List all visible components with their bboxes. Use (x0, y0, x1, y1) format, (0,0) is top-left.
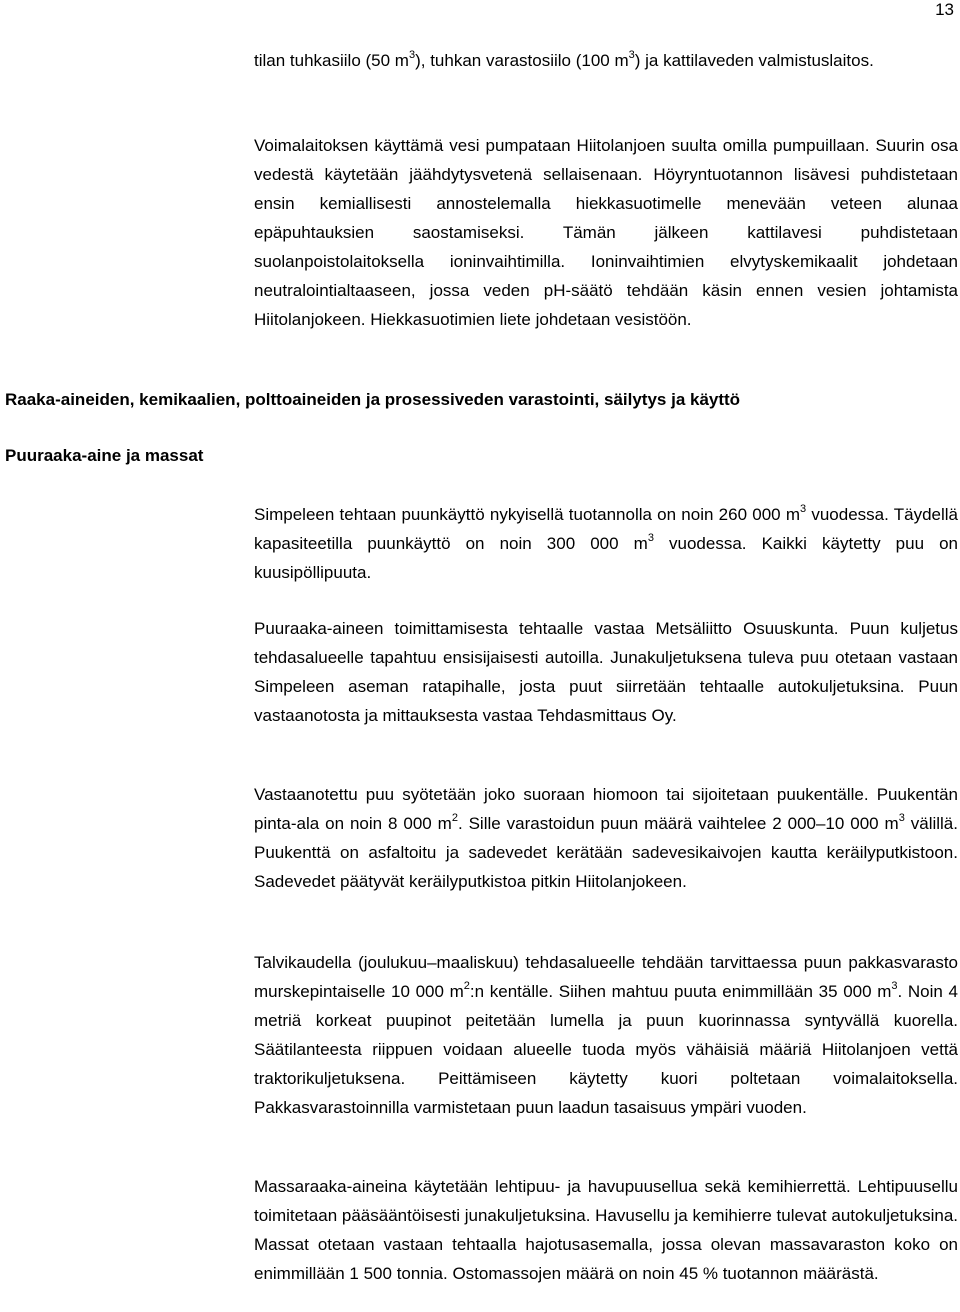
section-heading: Raaka-aineiden, kemikaalien, polttoaineiden ja prosessiveden varastointi, säilytys ja käyttö (5, 390, 741, 409)
paragraph-intro: tilan tuhkasiilo (50 $m^3$), tuhkan varastosiilo (100 $m^3$) ja kattilaveden valmistuslaitos. (254, 49, 874, 70)
page-number: 13 (935, 0, 954, 19)
subsection-heading: Puuraaka-aine ja massat (5, 446, 204, 465)
paragraph-pulp-raw-materials: Massaraaka-aineina käytetään lehtipuu- ja havupuusellua sekä kemihierrettä. Lehtipuusellu toimitetaan pääsääntöisesti junakuljetuksina. Havusellu ja kemihierre tulevat autokuljetuksina. Massat otetaan vastaan tehtaalla hajotusasemalla, jossa olevan massavaraston koko on enimmillään 1 500 tonnia. Ostomassojen määrä on noin 45 % tuotannon määrästä. (254, 1177, 959, 1283)
paragraph-wood-yard: Vastaanotettu puu syötetään joko suoraan hiomoon tai sijoitetaan puukentälle. Puukentän pinta-ala on noin 8 000 $m^2$. Sille varastoidun puun määrä vaihtelee 2 000–10 000 $m^3$ välillä. Puukenttä on asfaltoitu ja sadevedet kerätään sadevesikaivojen kautta keräilyputkistoon. Sadevedet päätyvät keräilyputkistoa pitkin Hiitolanjokeen. (254, 785, 958, 891)
paragraph-water-supply: Voimalaitoksen käyttämä vesi pumpataan Hiitolanjoen suulta omilla pumpuillaan. Suurin osa vedestä käytetään jäähdytysvetenä sellaisenaan. Höyryntuotannon lisävesi puhdistetaan ensin kemiallisesti annostelemalla hiekkasuotimelle menevään veteen alunaa epäpuhtauksien saostamiseksi. Tämän jälkeen kattilavesi puhdistetaan suolanpoistolaitoksella ioninvaihtimilla. Ioninvaihtimien elvytyskemikaalit johdetaan neutralointialtaaseen, jossa veden pH-säätö tehdään käsin ennen vesien johtamista Hiitolanjokeen. Hiekkasuotimien liete johdetaan vesistöön. (254, 136, 958, 329)
paragraph-winter-storage: Talvikaudella (joulukuu–maaliskuu) tehdasalueelle tehdään tarvittaessa puun pakkasvarasto murskepintaiselle 10 000 $m^2:n$ kentälle. Siihen mahtuu puuta enimmillään 35 000 $m^3$. Noin 4 metriä korkeat puupinot peitetään lumella ja puun kuorinnassa syntyvällä kuorella. Säätilanteesta riippuen voidaan alueelle tuoda myös vähäisiä määriä Hiitolanjoen vettä traktorikuljetuksena. Peittämiseen käytetty kuori poltetaan voimalaitoksella. Pakkasvarastoinnilla varmistetaan puun laadun tasaisuus ympäri vuoden. (254, 953, 958, 1117)
paragraph-wood-procurement: Puuraaka-aineen toimittamisesta tehtaalle vastaa Metsäliitto Osuuskunta. Puun kuljetus tehdasalueelle tapahtuu ensisijaisesti autoilla. Junakuljetuksena tuleva puu otetaan vastaan Simpeleen aseman ratapihalle, josta puut siirretään tehtaalle autokuljetuksina. Puun vastaanotosta ja mittauksesta vastaa Tehdasmittaus Oy. (254, 619, 958, 725)
paragraph-wood-use: Simpeleen tehtaan puunkäyttö nykyisellä tuotannolla on noin 260 000 $m^3$ vuodessa. Täydellä kapasiteetilla puunkäyttö on noin 300 000 $m^3$ vuodessa. Kaikki käytetty puu on kuusipöllipuuta. (254, 503, 959, 582)
